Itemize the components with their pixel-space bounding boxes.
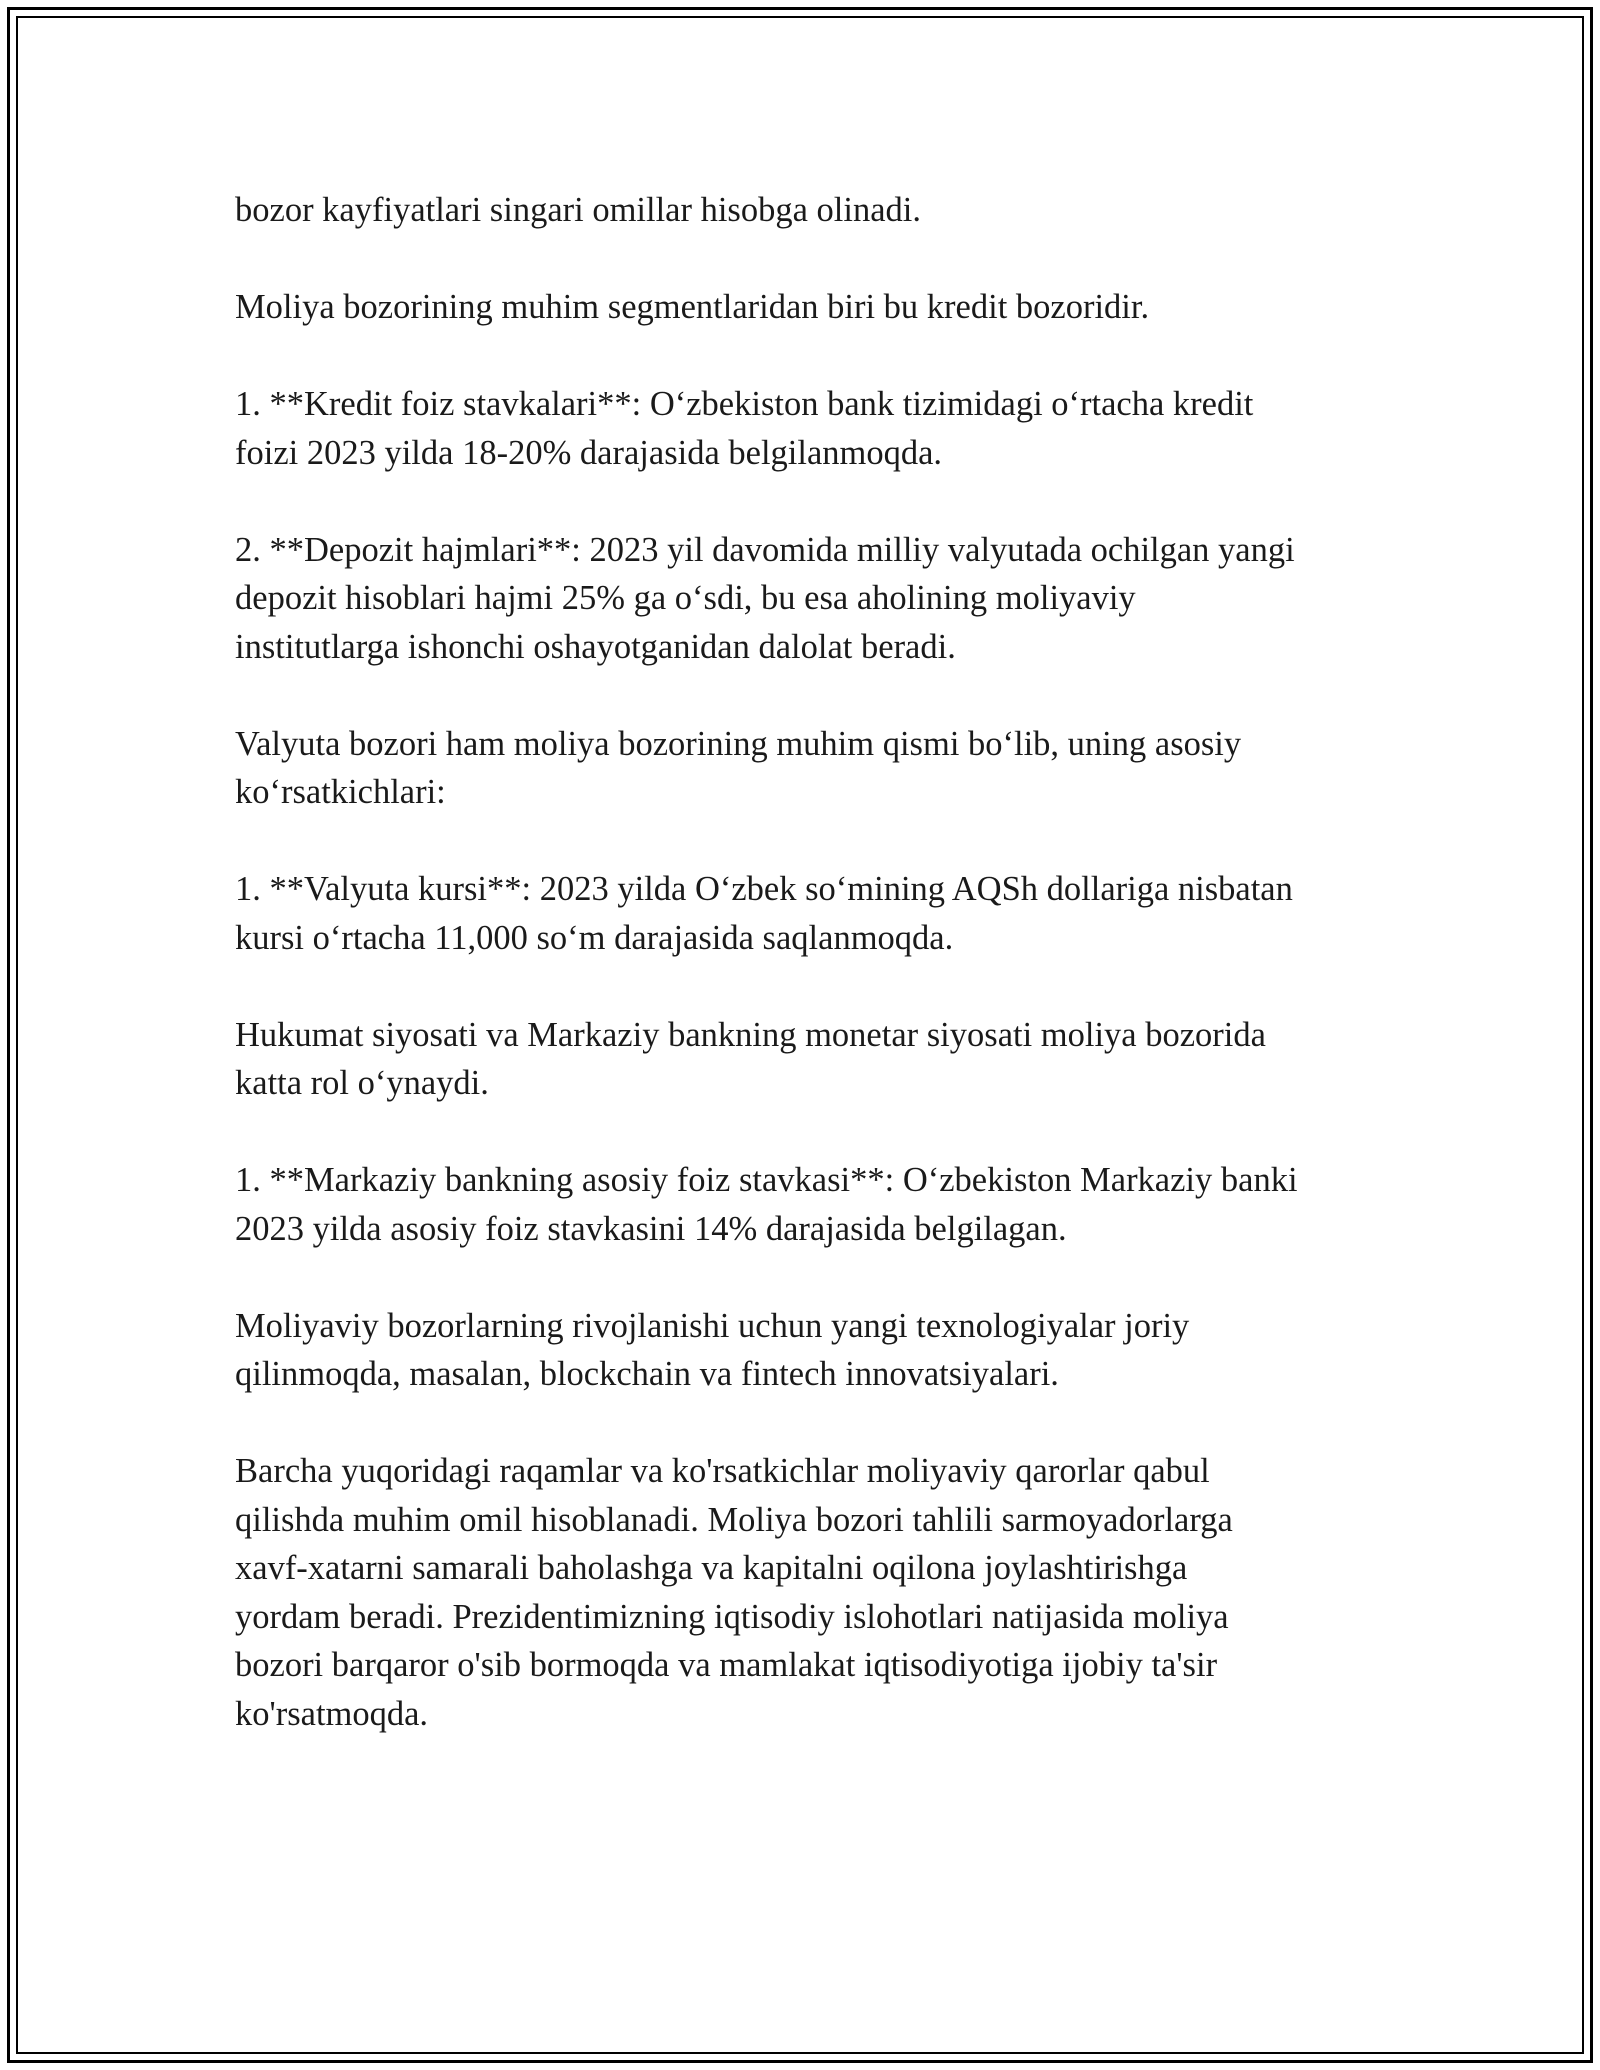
paragraph-deposit-volumes: 2. **Depozit hajmlari**: 2023 yil davomida milliy valyutada ochilgan yangi depozit hisoblari hajmi 25% ga o‘sdi, bu esa aholining moliyaviy institutlarga ishonchi oshayotganidan dalolat beradi. — [235, 530, 1295, 666]
paragraph-credit-market: Moliya bozorining muhim segmentlaridan biri bu kredit bozoridir. — [235, 288, 1150, 326]
paragraph-government-policy: Hukumat siyosati va Markaziy bankning monetar siyosati moliya bozorida katta rol o‘ynaydi. — [235, 1015, 1266, 1102]
paragraph-new-technologies: Moliyaviy bozorlarning rivojlanishi uchun yangi texnologiyalar joriy qilinmoqda, masalan, blockchain va fintech innovatsiyalari. — [235, 1306, 1190, 1393]
paragraph-central-bank-rate: 1. **Markaziy bankning asosiy foiz stavkasi**: O‘zbekiston Markaziy banki 2023 yilda asosiy foiz stavkasini 14% darajasida belgilagan. — [235, 1161, 1298, 1248]
paragraph-credit-rates: 1. **Kredit foiz stavkalari**: O‘zbekiston bank tizimidagi o‘rtacha kredit foizi 2023 yilda 18-20% darajasida belgilanmoqda. — [235, 385, 1254, 472]
paragraph-market-factors: bozor kayfiyatlari singari omillar hisobga olinadi. — [235, 191, 921, 229]
document-body — [235, 186, 1385, 1787]
paragraph-exchange-rate: 1. **Valyuta kursi**: 2023 yilda O‘zbek so‘mining AQSh dollariga nisbatan kursi o‘rtacha 11,000 so‘m darajasida saqlanmoqda. — [235, 870, 1293, 957]
paragraph-conclusion: Barcha yuqoridagi raqamlar va ko'rsatkichlar moliyaviy qarorlar qabul qilishda muhim omil hisoblanadi. Moliya bozori tahlili sarmoyadorlarga xavf-xatarni samarali baholashga va kapitalni oqilona joylashtirishga yordam beradi. Prezidentimizning iqtisodiy islohotlari natijasida moliya bozori barqaror o'sib bormoqda va mamlakat iqtisodiyotiga ijobiy ta'sir ko'rsatmoqda. — [235, 1452, 1233, 1733]
paragraph-currency-market: Valyuta bozori ham moliya bozorining muhim qismi bo‘lib, uning asosiy ko‘rsatkichlari: — [235, 724, 1242, 811]
